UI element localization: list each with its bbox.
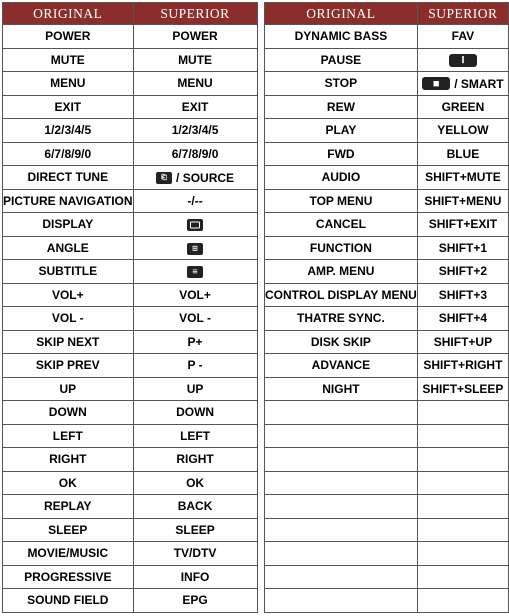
- superior-cell: TV/DTV: [133, 542, 257, 566]
- original-cell: [265, 542, 418, 566]
- table-row: [3, 95, 258, 119]
- original-cell: [265, 495, 418, 519]
- original-cell: FUNCTION: [265, 236, 418, 260]
- superior-cell: MENU: [133, 72, 257, 96]
- table-row: [265, 25, 509, 49]
- original-cell: VOL -: [3, 307, 134, 331]
- superior-cell: GREEN: [417, 95, 508, 119]
- original-cell: SKIP NEXT: [3, 330, 134, 354]
- superior-cell: SHIFT+RIGHT: [417, 354, 508, 378]
- original-cell: NIGHT: [265, 377, 418, 401]
- superior-cell: [133, 236, 257, 260]
- original-cell: DYNAMIC BASS: [265, 25, 418, 49]
- superior-cell: -/--: [133, 189, 257, 213]
- superior-label: / SMART: [454, 76, 504, 91]
- table-row: [3, 307, 258, 331]
- table-row: [3, 283, 258, 307]
- original-cell: TOP MENU: [265, 189, 418, 213]
- original-cell: [265, 424, 418, 448]
- original-cell: VOL+: [3, 283, 134, 307]
- original-cell: [265, 471, 418, 495]
- superior-cell: [133, 166, 257, 190]
- original-cell: 1/2/3/4/5: [3, 119, 134, 143]
- table-row: [3, 166, 258, 190]
- superior-cell: MUTE: [133, 48, 257, 72]
- original-cell: STOP: [265, 72, 418, 96]
- original-cell: REPLAY: [3, 495, 134, 519]
- original-cell: POWER: [3, 25, 134, 49]
- table-row: [265, 377, 509, 401]
- original-cell: DOWN: [3, 401, 134, 425]
- table-row: [3, 213, 258, 237]
- column-header-superior: SUPERIOR: [417, 3, 508, 25]
- table-row: [265, 518, 509, 542]
- superior-cell: BACK: [133, 495, 257, 519]
- column-header-superior: SUPERIOR: [133, 3, 257, 25]
- table-row: [265, 142, 509, 166]
- table-row: [3, 448, 258, 472]
- original-cell: DIRECT TUNE: [3, 166, 134, 190]
- original-cell: AUDIO: [265, 166, 418, 190]
- original-cell: ANGLE: [3, 236, 134, 260]
- superior-cell: BLUE: [417, 142, 508, 166]
- original-cell: LEFT: [3, 424, 134, 448]
- original-cell: 6/7/8/9/0: [3, 142, 134, 166]
- original-cell: PLAY: [265, 119, 418, 143]
- superior-cell: OK: [133, 471, 257, 495]
- original-cell: MUTE: [3, 48, 134, 72]
- table-row: [265, 495, 509, 519]
- table-row: [3, 72, 258, 96]
- superior-cell: [417, 448, 508, 472]
- superior-cell: [417, 565, 508, 589]
- original-cell: SLEEP: [3, 518, 134, 542]
- table-row: [3, 471, 258, 495]
- superior-cell: LEFT: [133, 424, 257, 448]
- original-cell: [265, 589, 418, 613]
- original-cell: AMP. MENU: [265, 260, 418, 284]
- original-cell: SUBTITLE: [3, 260, 134, 284]
- superior-cell: [417, 48, 508, 72]
- superior-cell: [417, 471, 508, 495]
- table-row: [265, 166, 509, 190]
- superior-cell: SHIFT+3: [417, 283, 508, 307]
- table-row: [3, 260, 258, 284]
- table-row: [265, 542, 509, 566]
- original-cell: UP: [3, 377, 134, 401]
- superior-cell: UP: [133, 377, 257, 401]
- original-cell: SOUND FIELD: [3, 589, 134, 613]
- superior-cell: 6/7/8/9/0: [133, 142, 257, 166]
- superior-cell: SHIFT+MENU: [417, 189, 508, 213]
- original-cell: MOVIE/MUSIC: [3, 542, 134, 566]
- superior-cell: VOL -: [133, 307, 257, 331]
- table-row: [265, 401, 509, 425]
- table-row: [265, 236, 509, 260]
- superior-cell: EPG: [133, 589, 257, 613]
- table-row: [265, 213, 509, 237]
- superior-cell: [417, 424, 508, 448]
- table-row: [3, 236, 258, 260]
- table-row: [3, 377, 258, 401]
- table-row: [265, 307, 509, 331]
- superior-cell: SHIFT+2: [417, 260, 508, 284]
- superior-cell: 1/2/3/4/5: [133, 119, 257, 143]
- display-button-icon: [187, 219, 203, 231]
- table-row: [265, 471, 509, 495]
- angle-button-icon: ⊞: [187, 243, 203, 255]
- superior-cell: [133, 213, 257, 237]
- original-cell: OK: [3, 471, 134, 495]
- superior-label: / SOURCE: [176, 170, 235, 185]
- header-row: [265, 3, 509, 25]
- table-row: [3, 25, 258, 49]
- table-row: [265, 448, 509, 472]
- original-cell: [265, 565, 418, 589]
- superior-cell: SHIFT+EXIT: [417, 213, 508, 237]
- original-cell: EXIT: [3, 95, 134, 119]
- superior-cell: SHIFT+1: [417, 236, 508, 260]
- table-row: [265, 424, 509, 448]
- subtitle-button-icon: ≡: [187, 266, 203, 278]
- table-row: [265, 354, 509, 378]
- original-cell: DISK SKIP: [265, 330, 418, 354]
- original-cell: PAUSE: [265, 48, 418, 72]
- superior-cell: SHIFT+SLEEP: [417, 377, 508, 401]
- column-header-original: ORIGINAL: [3, 3, 134, 25]
- table-row: [3, 119, 258, 143]
- original-cell: RIGHT: [3, 448, 134, 472]
- table-row: [3, 48, 258, 72]
- original-cell: MENU: [3, 72, 134, 96]
- table-row: [265, 95, 509, 119]
- source-input-button-icon: ⎗: [156, 172, 172, 184]
- original-cell: [265, 448, 418, 472]
- original-cell: [265, 401, 418, 425]
- original-cell: CANCEL: [265, 213, 418, 237]
- left-mapping-table: [2, 2, 258, 613]
- original-cell: THATRE SYNC.: [265, 307, 418, 331]
- table-row: [3, 189, 258, 213]
- superior-cell: POWER: [133, 25, 257, 49]
- superior-cell: YELLOW: [417, 119, 508, 143]
- table-row: [265, 119, 509, 143]
- superior-cell: P -: [133, 354, 257, 378]
- superior-cell: VOL+: [133, 283, 257, 307]
- table-row: [265, 283, 509, 307]
- table-row: [265, 189, 509, 213]
- original-cell: [265, 518, 418, 542]
- pause-button-icon: ‖: [449, 54, 477, 67]
- column-header-original: ORIGINAL: [265, 3, 418, 25]
- superior-cell: [417, 72, 508, 96]
- right-mapping-table: [264, 2, 509, 613]
- table-row: [3, 589, 258, 613]
- table-row: [3, 424, 258, 448]
- superior-cell: SHIFT+4: [417, 307, 508, 331]
- header-row: [3, 3, 258, 25]
- table-row: [3, 495, 258, 519]
- table-row: [265, 565, 509, 589]
- superior-cell: [417, 589, 508, 613]
- original-cell: DISPLAY: [3, 213, 134, 237]
- table-row: [265, 589, 509, 613]
- superior-cell: [417, 518, 508, 542]
- table-row: [3, 542, 258, 566]
- table-row: [3, 354, 258, 378]
- superior-cell: INFO: [133, 565, 257, 589]
- stop-button-icon: ■: [422, 77, 450, 90]
- table-row: [3, 142, 258, 166]
- original-cell: ADVANCE: [265, 354, 418, 378]
- superior-cell: [133, 260, 257, 284]
- table-row: [3, 565, 258, 589]
- table-row: [265, 260, 509, 284]
- original-cell: REW: [265, 95, 418, 119]
- superior-cell: DOWN: [133, 401, 257, 425]
- superior-cell: FAV: [417, 25, 508, 49]
- table-row: [3, 518, 258, 542]
- superior-cell: SHIFT+MUTE: [417, 166, 508, 190]
- superior-cell: [417, 495, 508, 519]
- superior-cell: P+: [133, 330, 257, 354]
- table-row: [3, 401, 258, 425]
- table-row: [265, 48, 509, 72]
- original-cell: FWD: [265, 142, 418, 166]
- superior-cell: SLEEP: [133, 518, 257, 542]
- table-row: [265, 330, 509, 354]
- original-cell: PICTURE NAVIGATION: [3, 189, 134, 213]
- table-row: [3, 330, 258, 354]
- superior-cell: EXIT: [133, 95, 257, 119]
- superior-cell: RIGHT: [133, 448, 257, 472]
- superior-cell: [417, 542, 508, 566]
- table-row: [265, 72, 509, 96]
- original-cell: CONTROL DISPLAY MENU: [265, 283, 418, 307]
- superior-cell: SHIFT+UP: [417, 330, 508, 354]
- original-cell: PROGRESSIVE: [3, 565, 134, 589]
- superior-cell: [417, 401, 508, 425]
- original-cell: SKIP PREV: [3, 354, 134, 378]
